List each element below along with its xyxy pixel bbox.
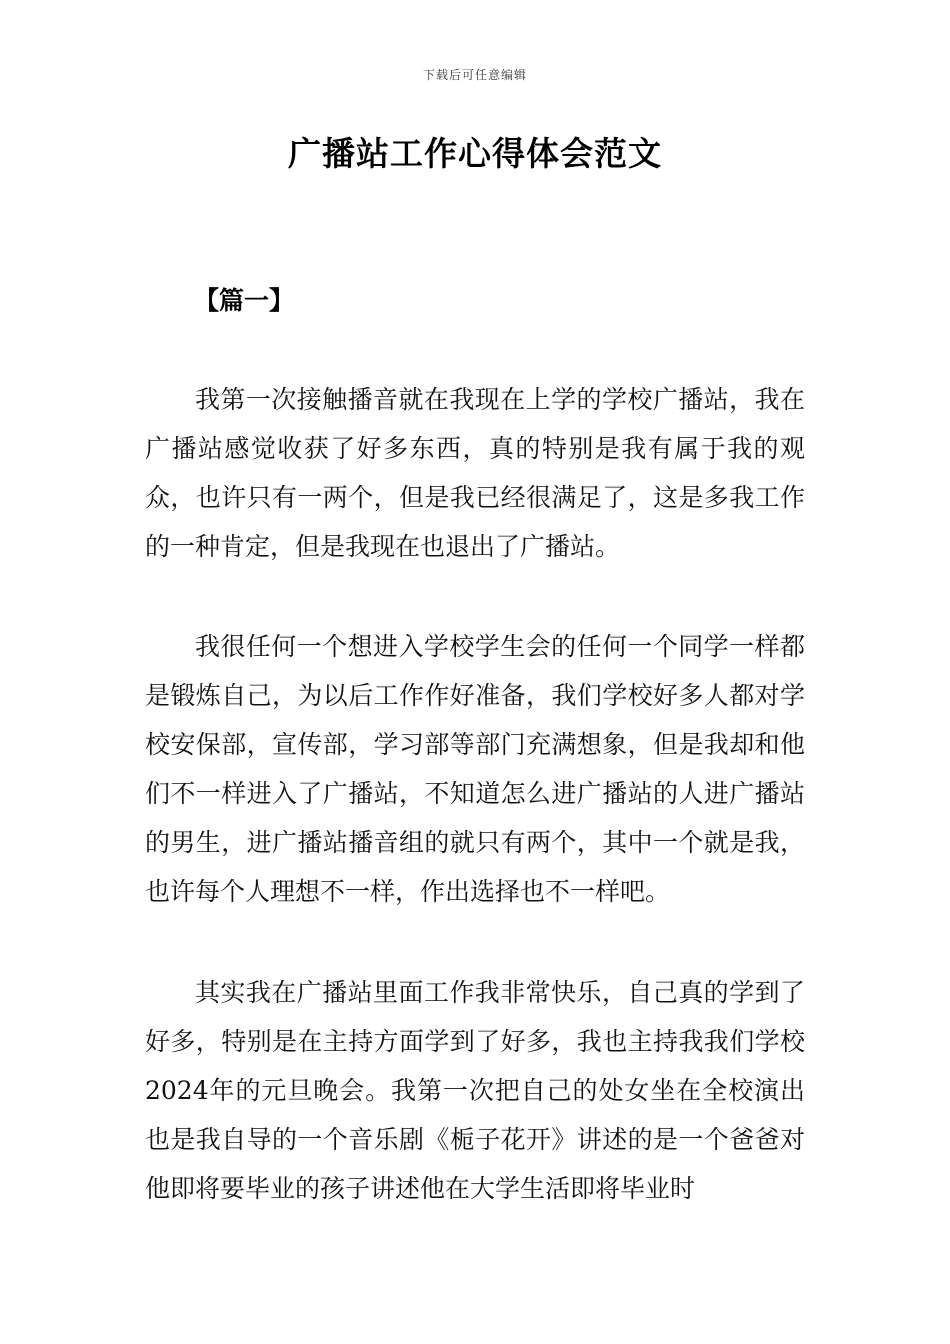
document-title: 广播站工作心得体会范文 [288, 134, 662, 173]
paragraph-1: 我第一次接触播音就在我现在上学的学校广播站，我在广播站感觉收获了好多东西，真的特别是我有属于我的观众，也许只有一两个，但是我已经很满足了，这是多我工作的一种肯定，但是我现在也退出了广播站。 [145, 385, 805, 561]
paragraph-2: 我很任何一个想进入学校学生会的任何一个同学一样都是锻炼自己，为以后工作作好准备，我们学校好多人都对学校安保部，宣传部，学习部等部门充满想象，但是我却和他们不一样进入了广播站，不知道怎么进广播站的人进广播站的男生，进广播站播音组的就只有两个，其中一个就是我，也许每个人理想不一样，作出选择也不一样吧。 [145, 632, 805, 906]
header-note: 下载后可任意编辑 [422, 68, 527, 82]
section-label: 【篇一】 [194, 286, 295, 315]
paragraph-3: 其实我在广播站里面工作我非常快乐，自己真的学到了好多，特别是在主持方面学到了好多，我也主持我我们学校2024年的元旦晚会。我第一次把自己的处女坐在全校演出也是我自导的一个音乐剧《栀子花开》讲述的是一个爸爸对他即将要毕业的孩子讲述他在大学生活即将毕业时 [145, 978, 805, 1203]
